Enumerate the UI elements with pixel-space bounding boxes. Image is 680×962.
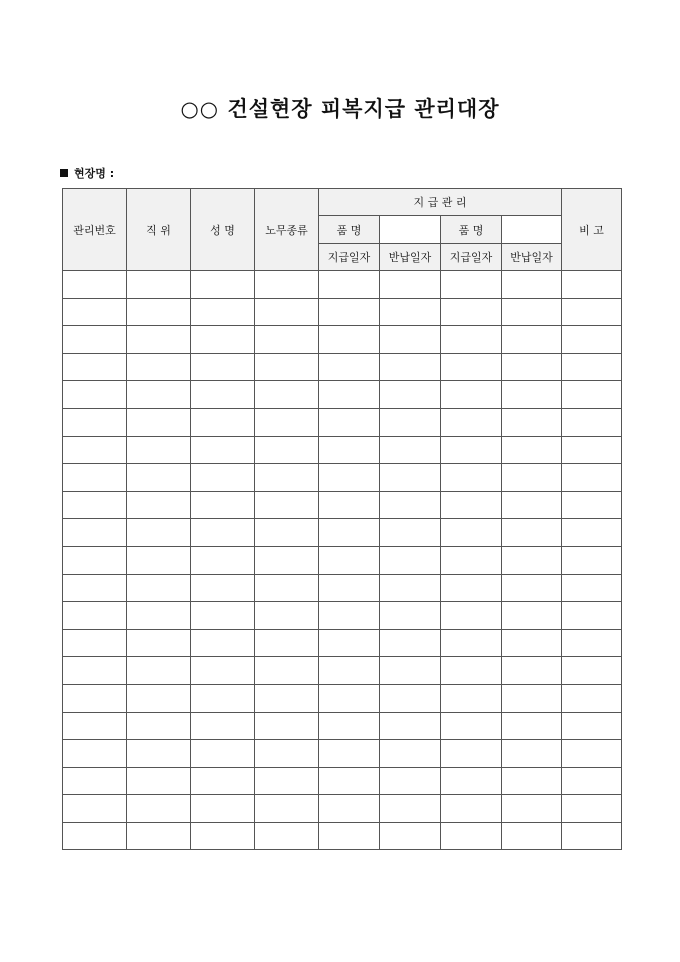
table-row — [63, 795, 622, 823]
table-cell[interactable] — [127, 326, 191, 354]
table-cell[interactable] — [502, 684, 562, 712]
table-cell[interactable] — [127, 795, 191, 823]
table-cell[interactable] — [319, 629, 380, 657]
table-cell[interactable] — [502, 519, 562, 547]
table-row — [63, 546, 622, 574]
header-name: 성 명 — [191, 189, 255, 271]
table-cell[interactable] — [63, 436, 127, 464]
table-cell[interactable] — [380, 574, 441, 602]
table-row — [63, 298, 622, 326]
table-cell[interactable] — [255, 519, 319, 547]
table-row — [63, 464, 622, 492]
header-item-name-1: 품 명 — [319, 216, 380, 244]
table-cell[interactable] — [127, 574, 191, 602]
table-cell[interactable] — [319, 712, 380, 740]
item-name-1-value[interactable] — [380, 216, 441, 244]
table-cell[interactable] — [127, 381, 191, 409]
table-cell[interactable] — [63, 408, 127, 436]
table-cell[interactable] — [191, 574, 255, 602]
header-supply-management: 지 급 관 리 — [319, 189, 562, 216]
table-cell[interactable] — [502, 602, 562, 630]
table-cell[interactable] — [63, 629, 127, 657]
site-name-label — [60, 165, 114, 181]
table-cell[interactable] — [191, 436, 255, 464]
table-cell[interactable] — [255, 795, 319, 823]
table-cell[interactable] — [127, 298, 191, 326]
table-cell[interactable] — [191, 602, 255, 630]
table-cell[interactable] — [502, 657, 562, 685]
table-row — [63, 657, 622, 685]
table-cell[interactable] — [562, 657, 622, 685]
table-cell[interactable] — [191, 464, 255, 492]
table-cell[interactable] — [255, 408, 319, 436]
table-cell[interactable] — [127, 491, 191, 519]
table-row — [63, 271, 622, 299]
table-cell[interactable] — [441, 684, 502, 712]
table-cell[interactable] — [255, 574, 319, 602]
table-cell[interactable] — [127, 271, 191, 299]
table-row — [63, 684, 622, 712]
table-cell[interactable] — [255, 353, 319, 381]
table-row — [63, 822, 622, 850]
table-cell[interactable] — [562, 298, 622, 326]
table-cell[interactable] — [255, 657, 319, 685]
table-cell[interactable] — [562, 519, 622, 547]
table-cell[interactable] — [502, 629, 562, 657]
table-row — [63, 767, 622, 795]
header-labor-type: 노무종류 — [255, 189, 319, 271]
table-cell[interactable] — [63, 491, 127, 519]
table-cell[interactable] — [127, 408, 191, 436]
table-cell[interactable] — [380, 712, 441, 740]
table-cell[interactable] — [127, 767, 191, 795]
table-cell[interactable] — [319, 740, 380, 768]
table-cell[interactable] — [127, 436, 191, 464]
ledger-body — [63, 271, 622, 850]
table-cell[interactable] — [380, 381, 441, 409]
table-cell[interactable] — [63, 519, 127, 547]
table-cell[interactable] — [191, 546, 255, 574]
table-cell[interactable] — [63, 381, 127, 409]
table-cell[interactable] — [191, 271, 255, 299]
table-cell[interactable] — [562, 795, 622, 823]
table-cell[interactable] — [63, 574, 127, 602]
table-cell[interactable] — [127, 740, 191, 768]
table-cell[interactable] — [255, 740, 319, 768]
table-cell[interactable] — [319, 602, 380, 630]
table-cell[interactable] — [562, 684, 622, 712]
table-cell[interactable] — [255, 436, 319, 464]
table-cell[interactable] — [63, 602, 127, 630]
table-cell[interactable] — [255, 629, 319, 657]
table-cell[interactable] — [502, 381, 562, 409]
table-cell[interactable] — [380, 271, 441, 299]
table-cell[interactable] — [562, 822, 622, 850]
table-cell[interactable] — [380, 629, 441, 657]
table-cell[interactable] — [441, 740, 502, 768]
table-cell[interactable] — [191, 684, 255, 712]
table-cell[interactable] — [380, 519, 441, 547]
header-position: 직 위 — [127, 189, 191, 271]
table-cell[interactable] — [63, 795, 127, 823]
table-cell[interactable] — [255, 271, 319, 299]
table-cell[interactable] — [127, 602, 191, 630]
clothing-ledger-table — [62, 188, 622, 850]
header-return-date-1: 반납일자 — [380, 244, 441, 271]
table-cell[interactable] — [319, 795, 380, 823]
table-cell[interactable] — [502, 795, 562, 823]
table-cell[interactable] — [562, 574, 622, 602]
table-cell[interactable] — [319, 353, 380, 381]
table-cell[interactable] — [502, 822, 562, 850]
table-cell[interactable] — [63, 657, 127, 685]
table-cell[interactable] — [191, 381, 255, 409]
table-cell[interactable] — [502, 464, 562, 492]
table-cell[interactable] — [191, 353, 255, 381]
table-cell[interactable] — [380, 464, 441, 492]
table-cell[interactable] — [319, 767, 380, 795]
table-cell[interactable] — [255, 546, 319, 574]
table-cell[interactable] — [63, 684, 127, 712]
table-cell[interactable] — [63, 464, 127, 492]
table-cell[interactable] — [380, 657, 441, 685]
table-cell[interactable] — [63, 271, 127, 299]
table-cell[interactable] — [502, 353, 562, 381]
table-cell[interactable] — [441, 602, 502, 630]
site-name-label-text: 현장명 : — [74, 167, 115, 180]
table-cell[interactable] — [441, 546, 502, 574]
table-cell[interactable] — [502, 436, 562, 464]
table-cell[interactable] — [441, 464, 502, 492]
table-cell[interactable] — [380, 767, 441, 795]
table-row — [63, 381, 622, 409]
table-cell[interactable] — [191, 740, 255, 768]
table-cell[interactable] — [127, 712, 191, 740]
table-row — [63, 712, 622, 740]
table-cell[interactable] — [255, 712, 319, 740]
table-cell[interactable] — [255, 298, 319, 326]
table-cell[interactable] — [127, 464, 191, 492]
table-cell[interactable] — [441, 271, 502, 299]
table-cell[interactable] — [441, 326, 502, 354]
table-cell[interactable] — [319, 657, 380, 685]
table-cell[interactable] — [441, 574, 502, 602]
table-cell[interactable] — [502, 574, 562, 602]
table-cell[interactable] — [562, 326, 622, 354]
table-cell[interactable] — [319, 574, 380, 602]
table-row — [63, 740, 622, 768]
table-cell[interactable] — [380, 546, 441, 574]
table-cell[interactable] — [562, 740, 622, 768]
table-cell[interactable] — [191, 326, 255, 354]
table-cell[interactable] — [380, 822, 441, 850]
table-cell[interactable] — [380, 491, 441, 519]
table-cell[interactable] — [502, 712, 562, 740]
table-row — [63, 574, 622, 602]
table-cell[interactable] — [319, 326, 380, 354]
table-cell[interactable] — [319, 684, 380, 712]
table-cell[interactable] — [63, 353, 127, 381]
table-cell[interactable] — [562, 629, 622, 657]
table-row — [63, 326, 622, 354]
table-cell[interactable] — [191, 657, 255, 685]
table-cell[interactable] — [63, 767, 127, 795]
table-cell[interactable] — [63, 326, 127, 354]
table-cell[interactable] — [191, 822, 255, 850]
header-mgmt-no: 관리번호 — [63, 189, 127, 271]
table-row — [63, 629, 622, 657]
table-cell[interactable] — [441, 795, 502, 823]
table-cell[interactable] — [562, 602, 622, 630]
table-cell[interactable] — [63, 546, 127, 574]
table-cell[interactable] — [380, 795, 441, 823]
table-cell[interactable] — [562, 271, 622, 299]
table-cell[interactable] — [441, 629, 502, 657]
table-cell[interactable] — [502, 546, 562, 574]
table-cell[interactable] — [441, 298, 502, 326]
table-cell[interactable] — [255, 464, 319, 492]
table-cell[interactable] — [380, 436, 441, 464]
header-item-name-2: 품 명 — [441, 216, 502, 244]
table-cell[interactable] — [319, 519, 380, 547]
table-cell[interactable] — [127, 546, 191, 574]
table-cell[interactable] — [502, 298, 562, 326]
table-cell[interactable] — [127, 519, 191, 547]
table-cell[interactable] — [562, 381, 622, 409]
table-cell[interactable] — [255, 822, 319, 850]
table-cell[interactable] — [502, 740, 562, 768]
table-cell[interactable] — [319, 822, 380, 850]
table-cell[interactable] — [319, 464, 380, 492]
table-cell[interactable] — [319, 271, 380, 299]
table-row — [63, 602, 622, 630]
header-remarks: 비 고 — [562, 189, 622, 271]
table-cell[interactable] — [562, 353, 622, 381]
table-row — [63, 408, 622, 436]
table-cell[interactable] — [127, 684, 191, 712]
table-cell[interactable] — [255, 602, 319, 630]
table-cell[interactable] — [63, 822, 127, 850]
table-cell[interactable] — [380, 326, 441, 354]
table-cell[interactable] — [255, 767, 319, 795]
page-title: ○○ 건설현장 피복지급 관리대장 — [180, 97, 500, 121]
table-cell[interactable] — [562, 408, 622, 436]
table-cell[interactable] — [380, 684, 441, 712]
table-cell[interactable] — [562, 546, 622, 574]
table-cell[interactable] — [502, 271, 562, 299]
table-cell[interactable] — [562, 436, 622, 464]
table-cell[interactable] — [319, 436, 380, 464]
table-cell[interactable] — [191, 767, 255, 795]
table-cell[interactable] — [562, 464, 622, 492]
table-cell[interactable] — [502, 326, 562, 354]
table-cell[interactable] — [441, 381, 502, 409]
table-cell[interactable] — [191, 629, 255, 657]
table-cell[interactable] — [319, 408, 380, 436]
table-cell[interactable] — [255, 381, 319, 409]
table-cell[interactable] — [255, 684, 319, 712]
table-row — [63, 519, 622, 547]
table-cell[interactable] — [63, 740, 127, 768]
table-cell[interactable] — [255, 491, 319, 519]
table-row — [63, 491, 622, 519]
table-cell[interactable] — [191, 712, 255, 740]
table-cell[interactable] — [562, 491, 622, 519]
table-cell[interactable] — [441, 353, 502, 381]
table-row — [63, 353, 622, 381]
table-cell[interactable] — [441, 436, 502, 464]
item-name-2-value[interactable] — [502, 216, 562, 244]
table-cell[interactable] — [63, 712, 127, 740]
table-cell[interactable] — [562, 767, 622, 795]
table-cell[interactable] — [191, 795, 255, 823]
table-cell[interactable] — [441, 657, 502, 685]
table-cell[interactable] — [441, 408, 502, 436]
table-cell[interactable] — [127, 822, 191, 850]
table-cell[interactable] — [319, 491, 380, 519]
table-cell[interactable] — [441, 519, 502, 547]
header-return-date-2: 반납일자 — [502, 244, 562, 271]
table-cell[interactable] — [380, 408, 441, 436]
table-cell[interactable] — [502, 491, 562, 519]
table-cell[interactable] — [63, 298, 127, 326]
table-cell[interactable] — [319, 546, 380, 574]
table-cell[interactable] — [319, 298, 380, 326]
table-cell[interactable] — [319, 381, 380, 409]
table-cell[interactable] — [502, 408, 562, 436]
table-cell[interactable] — [127, 657, 191, 685]
table-cell[interactable] — [380, 740, 441, 768]
table-row — [63, 436, 622, 464]
table-cell[interactable] — [255, 326, 319, 354]
table-cell[interactable] — [127, 353, 191, 381]
table-cell[interactable] — [380, 602, 441, 630]
table-cell[interactable] — [441, 491, 502, 519]
table-cell[interactable] — [441, 767, 502, 795]
header-supply-date-2: 지급일자 — [441, 244, 502, 271]
table-cell[interactable] — [441, 822, 502, 850]
table-cell[interactable] — [502, 767, 562, 795]
table-cell[interactable] — [191, 298, 255, 326]
table-cell[interactable] — [380, 353, 441, 381]
square-bullet-icon — [60, 169, 68, 177]
header-supply-date-1: 지급일자 — [319, 244, 380, 271]
table-cell[interactable] — [191, 519, 255, 547]
table-cell[interactable] — [441, 712, 502, 740]
table-cell[interactable] — [127, 629, 191, 657]
table-cell[interactable] — [191, 491, 255, 519]
table-cell[interactable] — [191, 408, 255, 436]
table-cell[interactable] — [562, 712, 622, 740]
table-cell[interactable] — [380, 298, 441, 326]
